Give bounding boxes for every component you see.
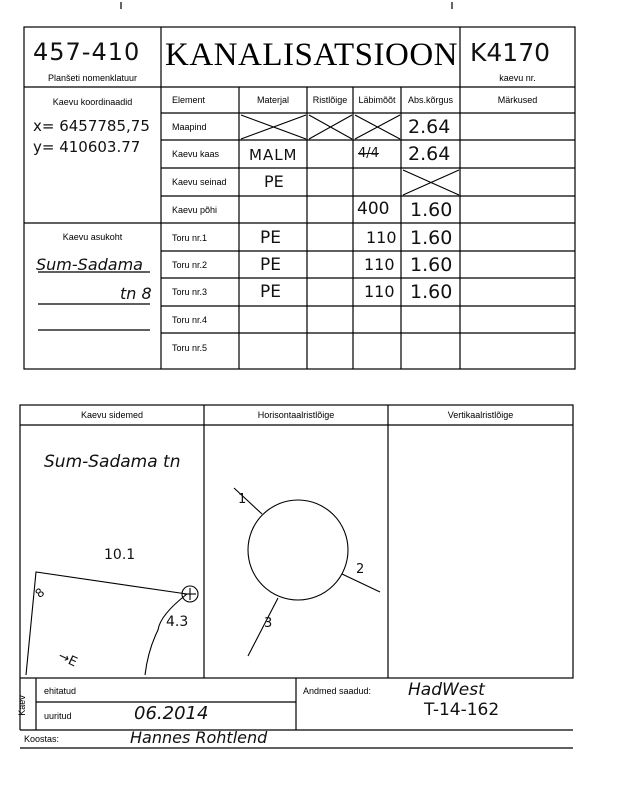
- data-from-label: Andmed saadud:: [303, 686, 372, 696]
- location-line-2: tn 8: [120, 284, 152, 303]
- row-material: PE: [260, 282, 281, 302]
- col-header-diameter: Läbimõõt: [358, 95, 396, 105]
- row-material: MALM: [249, 146, 298, 164]
- col-header-material: Materjal: [256, 95, 289, 105]
- row-diameter: 110: [366, 228, 397, 247]
- section-mark-3: 3: [264, 616, 273, 631]
- section-header-vertical: Vertikaalristlõige: [447, 410, 514, 420]
- coordinates-label: Kaevu koordinaadid: [52, 97, 133, 107]
- row-abs-height: 1.60: [410, 254, 453, 276]
- row-element: Kaevu seinad: [172, 177, 227, 187]
- surveyed-value: 06.2014: [134, 703, 209, 724]
- struck-out-value: 4/4: [358, 146, 379, 161]
- col-header-element: Element: [172, 95, 206, 105]
- well-number-handwritten: K4170: [470, 38, 551, 67]
- built-label: ehitatud: [44, 686, 77, 696]
- row-element: Kaevu põhi: [172, 205, 218, 215]
- sketch-dimension-right: 4.3: [166, 614, 189, 630]
- location-label: Kaevu asukoht: [62, 232, 123, 242]
- row-element: Toru nr.4: [172, 315, 208, 325]
- compiled-signature: Hannes Rohtlend: [130, 728, 268, 747]
- row-element: Toru nr.2: [172, 260, 208, 270]
- col-header-abs-height: Abs.kõrgus: [407, 95, 454, 105]
- row-abs-height: 2.64: [408, 143, 451, 165]
- sketch-dimension-left: 8: [32, 585, 48, 601]
- page-title: KANALISATSIOON: [165, 37, 458, 73]
- section-header-well-ties: Kaevu sidemed: [80, 410, 144, 420]
- sheet-number-label: Planšeti nomenklatuur: [47, 73, 138, 83]
- row-diameter: 110: [364, 255, 395, 274]
- row-diameter: 400: [357, 199, 390, 219]
- section-header-horizontal: Horisontaalristlõige: [257, 410, 335, 420]
- col-header-notes: Märkused: [497, 95, 538, 105]
- col-header-cross-section: Ristlõige: [312, 95, 348, 105]
- row-element: Toru nr.1: [172, 233, 208, 243]
- section-mark-1: 1: [238, 492, 247, 507]
- footer-side-label: Kaev: [16, 695, 27, 716]
- section-mark-2: 2: [356, 562, 365, 577]
- data-from-value-2: T-14-162: [424, 700, 500, 720]
- row-element: Toru nr.5: [172, 343, 208, 353]
- row-element: Maapind: [172, 122, 207, 132]
- well-number-label: kaevu nr.: [499, 73, 536, 83]
- sketch-north-arrow: →E: [55, 648, 80, 671]
- row-material: PE: [260, 255, 281, 275]
- row-abs-height: 1.60: [410, 199, 453, 221]
- coordinate-x: x= 6457785,75: [33, 117, 150, 135]
- row-abs-height: 1.60: [410, 227, 453, 249]
- location-line-1: Sum-Sadama: [36, 255, 143, 274]
- sketch-street-name: Sum-Sadama tn: [44, 452, 181, 472]
- row-diameter: 110: [364, 282, 395, 301]
- row-material: PE: [264, 172, 284, 191]
- row-material: PE: [260, 228, 281, 248]
- row-element: Toru nr.3: [172, 287, 208, 297]
- row-element: Kaevu kaas: [172, 149, 220, 159]
- sheet-number-handwritten: 457-410: [33, 38, 141, 66]
- compiled-label: Koostas:: [24, 734, 60, 744]
- row-abs-height: 1.60: [410, 281, 453, 303]
- surveyed-label: uuritud: [44, 711, 72, 721]
- data-from-value-1: HadWest: [408, 680, 485, 700]
- sketch-dimension-top: 10.1: [104, 547, 136, 563]
- coordinate-y: y= 410603.77: [33, 138, 141, 156]
- row-abs-height: 2.64: [408, 116, 451, 138]
